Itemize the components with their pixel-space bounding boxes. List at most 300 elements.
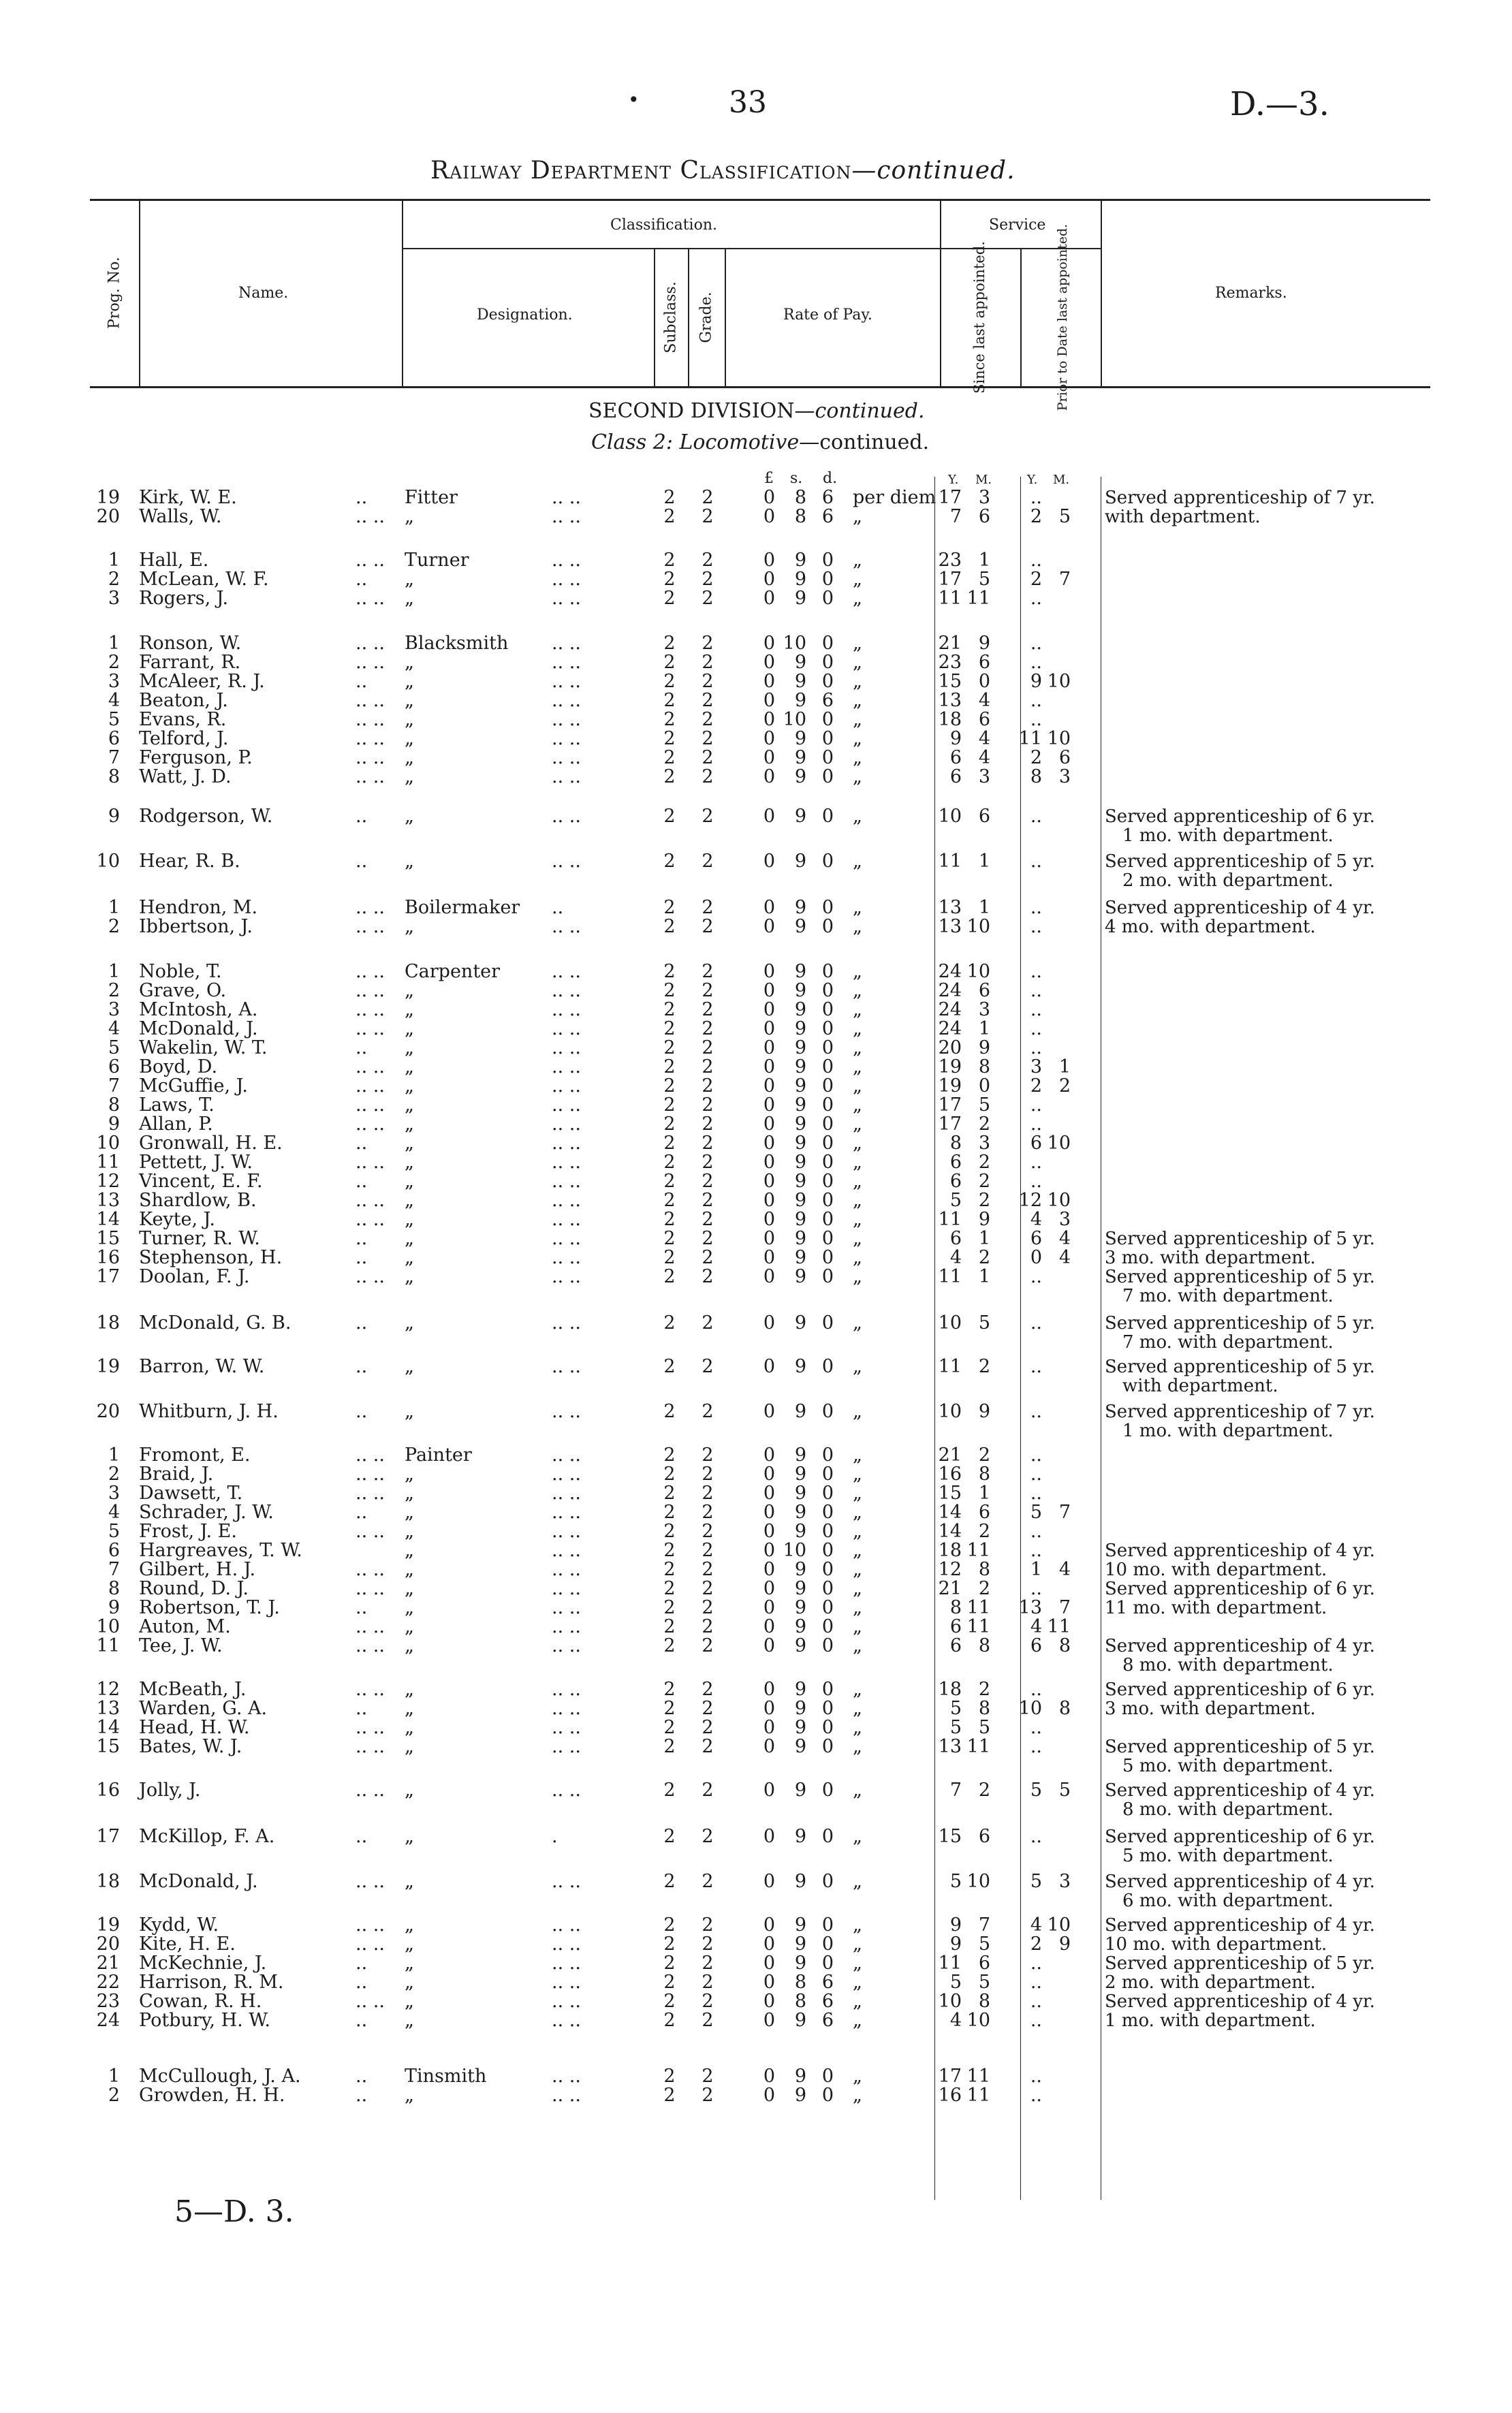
cell-leader-dots: .. .. <box>552 1991 581 2012</box>
cell-subclass: 2 <box>663 550 676 571</box>
cell-pay-period: „ <box>853 1171 862 1192</box>
cell-subclass: 2 <box>663 1826 676 1847</box>
cell-pay-pounds: 0 <box>763 671 775 692</box>
cell-pay-pounds: 0 <box>763 1075 775 1097</box>
cell-since-months: 1 <box>978 1018 990 1039</box>
cell-since-years: 5 <box>949 1972 962 1993</box>
cell-pay-period: „ <box>853 690 862 711</box>
cell-pay-shillings: 9 <box>794 1559 806 1580</box>
cell-pay-period: „ <box>853 1635 862 1656</box>
cell-pay-pounds: 0 <box>763 1717 775 1738</box>
cell-pay-shillings: 9 <box>794 1056 806 1077</box>
cell-prog: 13 <box>96 1190 120 1211</box>
cell-prog: 21 <box>96 1953 120 1974</box>
cell-since-years: 10 <box>938 1312 962 1334</box>
cell-remarks: Served apprenticeship of 5 yr. <box>1105 1953 1375 1974</box>
cell-leader-dots: .. .. <box>356 980 385 1001</box>
cell-designation: „ <box>405 1540 414 1561</box>
cell-pay-pence: 0 <box>821 1401 834 1422</box>
cell-pay-shillings: 9 <box>794 1247 806 1268</box>
cell-subclass: 2 <box>663 1133 676 1154</box>
cell-prior-years: 2 <box>1030 1934 1042 1955</box>
cell-designation: „ <box>405 1075 414 1097</box>
table-row <box>0 1780 1512 1820</box>
cell-since-years: 8 <box>949 1133 962 1154</box>
cell-pay-pence: 0 <box>821 1018 834 1039</box>
cell-pay-pounds: 0 <box>763 1871 775 1892</box>
cell-prior-years: 2 <box>1030 506 1042 527</box>
cell-designation: „ <box>405 1356 414 1377</box>
cell-name: Jolly, J. <box>139 1780 201 1801</box>
cell-prog: 11 <box>96 1635 120 1656</box>
cell-pay-pence: 0 <box>821 652 834 673</box>
cell-name: Auton, M. <box>139 1616 231 1637</box>
cell-name: McKillop, F. A. <box>139 1826 275 1847</box>
cell-leader-dots: .. <box>356 851 368 872</box>
cell-pay-period: „ <box>853 588 862 609</box>
cell-grade: 2 <box>702 1247 714 1268</box>
cell-grade: 2 <box>702 2066 714 2087</box>
cell-pay-period: per diem <box>853 487 936 508</box>
cell-subclass: 2 <box>663 1171 676 1192</box>
cell-leader-dots: .. .. <box>356 1736 385 1757</box>
cell-name: McDonald, G. B. <box>139 1312 292 1334</box>
cell-name: Braid, J. <box>139 1464 214 1485</box>
cell-leader-dots: .. <box>356 1171 368 1192</box>
cell-prog: 8 <box>108 1094 120 1116</box>
cell-prior-years: .. <box>1030 1445 1042 1466</box>
table-row <box>0 1826 1512 1866</box>
cell-leader-dots: .. <box>552 897 564 918</box>
cell-pay-pence: 0 <box>821 961 834 982</box>
cell-grade: 2 <box>702 1037 714 1058</box>
cell-name: Cowan, R. H. <box>139 1991 262 2012</box>
cell-since-years: 4 <box>949 1247 962 1268</box>
cell-designation: „ <box>405 1094 414 1116</box>
cell-pay-pence: 0 <box>821 1209 834 1230</box>
cell-since-years: 15 <box>938 1826 962 1847</box>
cell-pay-pence: 0 <box>821 1559 834 1580</box>
cell-prog: 3 <box>108 588 120 609</box>
cell-prior-years: 4 <box>1030 1914 1042 1936</box>
cell-since-months: 2 <box>978 1171 990 1192</box>
cell-designation: „ <box>405 916 414 937</box>
cell-since-months: 8 <box>978 1464 990 1485</box>
cell-designation: „ <box>405 728 414 749</box>
cell-pay-pence: 0 <box>821 1037 834 1058</box>
cell-pay-shillings: 9 <box>794 1679 806 1700</box>
cell-remarks-continued: 5 mo. with department. <box>1122 1756 1334 1776</box>
cell-since-years: 16 <box>938 1464 962 1485</box>
cell-pay-period: „ <box>853 1953 862 1974</box>
cell-since-years: 9 <box>949 1914 962 1936</box>
cell-since-years: 13 <box>938 897 962 918</box>
cell-since-years: 12 <box>938 1559 962 1580</box>
cell-prior-months: 5 <box>1058 506 1071 527</box>
cell-grade: 2 <box>702 1559 714 1580</box>
cell-grade: 2 <box>702 1445 714 1466</box>
cell-grade: 2 <box>702 1356 714 1377</box>
cell-name: McAleer, R. J. <box>139 671 265 692</box>
cell-prog: 3 <box>108 1483 120 1504</box>
cell-leader-dots: .. .. <box>552 588 581 609</box>
cell-prior-years: 6 <box>1030 1228 1042 1249</box>
cell-pay-shillings: 9 <box>794 569 806 590</box>
cell-pay-period: „ <box>853 1578 862 1599</box>
cell-pay-pence: 0 <box>821 1171 834 1192</box>
cell-designation: „ <box>405 1521 414 1542</box>
cell-subclass: 2 <box>663 1991 676 2012</box>
cell-pay-period: „ <box>853 728 862 749</box>
cell-pay-pence: 0 <box>821 2085 834 2106</box>
cell-subclass: 2 <box>663 1972 676 1993</box>
cell-pay-shillings: 8 <box>794 1972 806 1993</box>
cell-leader-dots: .. .. <box>552 1559 581 1580</box>
cell-pay-pence: 0 <box>821 1914 834 1936</box>
table-row <box>0 1871 1512 1911</box>
cell-leader-dots: .. <box>356 1953 368 1974</box>
cell-pay-shillings: 9 <box>794 806 806 827</box>
cell-grade: 2 <box>702 1464 714 1485</box>
cell-pay-pounds: 0 <box>763 1679 775 1700</box>
cell-since-months: 8 <box>978 1056 990 1077</box>
cell-pay-pence: 0 <box>821 1540 834 1561</box>
cell-pay-pounds: 0 <box>763 1209 775 1230</box>
cell-name: Ronson, W. <box>139 633 242 654</box>
cell-prior-years: .. <box>1030 2010 1042 2031</box>
cell-leader-dots: .. .. <box>356 1445 385 1466</box>
cell-pay-shillings: 9 <box>794 1445 806 1466</box>
cell-since-months: 1 <box>978 1266 990 1287</box>
division-title: SECOND DIVISION <box>588 399 795 423</box>
cell-pay-pounds: 0 <box>763 1312 775 1334</box>
cell-since-years: 18 <box>938 1679 962 1700</box>
cell-pay-shillings: 9 <box>794 1521 806 1542</box>
table-row <box>0 1266 1512 1306</box>
col-head-name: Name. <box>238 285 289 302</box>
cell-pay-pounds: 0 <box>763 1578 775 1599</box>
table-row <box>0 1401 1512 1441</box>
cell-designation: „ <box>405 1152 414 1173</box>
cell-subclass: 2 <box>663 1635 676 1656</box>
cell-designation: „ <box>405 1635 414 1656</box>
cell-pay-pounds: 0 <box>763 506 775 527</box>
cell-pay-pence: 0 <box>821 1635 834 1656</box>
document-code: D.—3. <box>1230 85 1329 123</box>
cell-prog: 15 <box>96 1228 120 1249</box>
cell-pay-shillings: 9 <box>794 1578 806 1599</box>
cell-pay-pence: 0 <box>821 671 834 692</box>
cell-leader-dots: .. .. <box>552 1934 581 1955</box>
cell-remarks: Served apprenticeship of 4 yr. <box>1105 1780 1375 1801</box>
cell-pay-shillings: 8 <box>794 487 806 508</box>
cell-subclass: 2 <box>663 766 676 787</box>
cell-designation: „ <box>405 1171 414 1192</box>
cell-grade: 2 <box>702 1094 714 1116</box>
cell-since-months: 10 <box>966 2010 990 2031</box>
cell-since-months: 1 <box>978 897 990 918</box>
cell-since-months: 6 <box>978 806 990 827</box>
cell-since-months: 6 <box>978 652 990 673</box>
cell-name: McDonald, J. <box>139 1018 258 1039</box>
cell-since-years: 11 <box>938 1209 962 1230</box>
cell-grade: 2 <box>702 1597 714 1618</box>
cell-leader-dots: .. .. <box>356 1190 385 1211</box>
cell-designation: „ <box>405 1114 414 1135</box>
cell-pay-pounds: 0 <box>763 980 775 1001</box>
cell-pay-shillings: 9 <box>794 999 806 1020</box>
cell-grade: 2 <box>702 980 714 1001</box>
cell-leader-dots: .. .. <box>356 652 385 673</box>
cell-name: Watt, J. D. <box>139 766 232 787</box>
cell-leader-dots: .. .. <box>552 1540 581 1561</box>
cell-grade: 2 <box>702 1635 714 1656</box>
cell-pay-period: „ <box>853 1597 862 1618</box>
cell-leader-dots: .. .. <box>552 690 581 711</box>
cell-since-years: 15 <box>938 671 962 692</box>
cell-pay-pounds: 0 <box>763 1616 775 1637</box>
cell-prior-months: 10 <box>1047 1190 1071 1211</box>
cell-pay-period: „ <box>853 1228 862 1249</box>
cell-leader-dots: .. .. <box>552 1483 581 1504</box>
cell-subclass: 2 <box>663 961 676 982</box>
cell-prior-months: 7 <box>1058 1502 1071 1523</box>
cell-since-years: 5 <box>949 1871 962 1892</box>
cell-prog: 9 <box>108 1597 120 1618</box>
cell-since-years: 11 <box>938 1356 962 1377</box>
cell-pay-pence: 0 <box>821 1228 834 1249</box>
cell-since-months: 8 <box>978 1991 990 2012</box>
cell-pay-pounds: 0 <box>763 728 775 749</box>
cell-pay-period: „ <box>853 1356 862 1377</box>
cell-grade: 2 <box>702 1679 714 1700</box>
cell-leader-dots: .. .. <box>552 1616 581 1637</box>
cell-prior-years: .. <box>1030 1717 1042 1738</box>
cell-leader-dots: .. <box>356 1356 368 1377</box>
cell-prog: 10 <box>96 851 120 872</box>
unit-shilling: s. <box>790 470 803 487</box>
cell-prior-years: .. <box>1030 2066 1042 2087</box>
cell-designation: „ <box>405 709 414 730</box>
cell-subclass: 2 <box>663 1717 676 1738</box>
cell-pay-pounds: 0 <box>763 569 775 590</box>
cell-pay-pence: 0 <box>821 851 834 872</box>
cell-prior-years: .. <box>1030 1094 1042 1116</box>
cell-leader-dots: .. .. <box>552 728 581 749</box>
cell-grade: 2 <box>702 487 714 508</box>
cell-subclass: 2 <box>663 1401 676 1422</box>
cell-designation: „ <box>405 652 414 673</box>
class-title: Class 2: Locomotive <box>591 430 800 454</box>
cell-since-months: 9 <box>978 1401 990 1422</box>
cell-name: McCullough, J. A. <box>139 2066 301 2087</box>
page-title-main: Railway Department Classification <box>430 157 852 185</box>
table-row <box>0 1635 1512 1675</box>
cell-since-months: 6 <box>978 1826 990 1847</box>
class-suffix: —continued. <box>799 430 930 454</box>
cell-pay-pounds: 0 <box>763 766 775 787</box>
cell-grade: 2 <box>702 897 714 918</box>
cell-designation: „ <box>405 1972 414 1993</box>
cell-name: Laws, T. <box>139 1094 215 1116</box>
cell-name: Barron, W. W. <box>139 1356 265 1377</box>
cell-name: Gilbert, H. J. <box>139 1559 256 1580</box>
cell-remarks: Served apprenticeship of 5 yr. <box>1105 1737 1375 1757</box>
cell-pay-pence: 0 <box>821 1597 834 1618</box>
cell-since-months: 5 <box>978 1094 990 1116</box>
cell-pay-shillings: 9 <box>794 1171 806 1192</box>
cell-designation: „ <box>405 1736 414 1757</box>
cell-name: Tee, J. W. <box>139 1635 223 1656</box>
cell-grade: 2 <box>702 1190 714 1211</box>
cell-designation: „ <box>405 1056 414 1077</box>
cell-prior-years: 8 <box>1030 766 1042 787</box>
col-head-service: Service <box>989 217 1046 234</box>
cell-since-months: 11 <box>966 1616 990 1637</box>
cell-prior-years: .. <box>1030 1312 1042 1334</box>
cell-pay-shillings: 9 <box>794 1075 806 1097</box>
cell-pay-pence: 0 <box>821 806 834 827</box>
cell-leader-dots: .. .. <box>356 961 385 982</box>
cell-pay-pence: 0 <box>821 588 834 609</box>
cell-prog: 4 <box>108 690 120 711</box>
cell-prog: 6 <box>108 728 120 749</box>
cell-grade: 2 <box>702 1152 714 1173</box>
cell-leader-dots: .. <box>356 1502 368 1523</box>
cell-prior-months: 9 <box>1058 1934 1071 1955</box>
table-row <box>0 1736 1512 1776</box>
cell-pay-pounds: 0 <box>763 487 775 508</box>
cell-pay-pence: 6 <box>821 487 834 508</box>
unit-pence: d. <box>823 470 838 487</box>
cell-leader-dots: .. <box>356 1247 368 1268</box>
cell-pay-period: „ <box>853 1018 862 1039</box>
cell-pay-period: „ <box>853 1736 862 1757</box>
cell-grade: 2 <box>702 588 714 609</box>
cell-leader-dots: .. .. <box>552 1075 581 1097</box>
cell-since-years: 11 <box>938 588 962 609</box>
cell-pay-pence: 0 <box>821 569 834 590</box>
cell-subclass: 2 <box>663 916 676 937</box>
cell-since-months: 11 <box>966 1736 990 1757</box>
cell-leader-dots: .. .. <box>356 1780 385 1801</box>
cell-pay-pence: 0 <box>821 1464 834 1485</box>
cell-name: Doolan, F. J. <box>139 1266 250 1287</box>
cell-since-months: 10 <box>966 916 990 937</box>
cell-name: Kirk, W. E. <box>139 487 237 508</box>
table-row <box>0 806 1512 846</box>
cell-pay-period: „ <box>853 851 862 872</box>
cell-leader-dots: .. .. <box>552 2010 581 2031</box>
cell-since-months: 1 <box>978 550 990 571</box>
cell-since-years: 6 <box>949 1616 962 1637</box>
cell-leader-dots: .. <box>356 1037 368 1058</box>
cell-leader-dots: .. .. <box>552 961 581 982</box>
cell-pay-pence: 0 <box>821 897 834 918</box>
cell-remarks: Served apprenticeship of 4 yr. <box>1105 1915 1375 1936</box>
cell-prior-months: 4 <box>1058 1559 1071 1580</box>
cell-since-months: 11 <box>966 2085 990 2106</box>
cell-since-months: 4 <box>978 747 990 768</box>
cell-prog: 1 <box>108 633 120 654</box>
cell-grade: 2 <box>702 1521 714 1542</box>
cell-pay-shillings: 9 <box>794 550 806 571</box>
cell-pay-pounds: 0 <box>763 550 775 571</box>
cell-subclass: 2 <box>663 980 676 1001</box>
cell-designation: „ <box>405 1247 414 1268</box>
cell-designation: Tinsmith <box>405 2066 487 2087</box>
cell-subclass: 2 <box>663 1597 676 1618</box>
cell-prior-years: .. <box>1030 1578 1042 1599</box>
cell-since-months: 2 <box>978 1114 990 1135</box>
cell-designation: „ <box>405 671 414 692</box>
col-head-prog: Prog. No. <box>106 257 123 329</box>
cell-since-months: 4 <box>978 728 990 749</box>
cell-grade: 2 <box>702 2010 714 2031</box>
cell-grade: 2 <box>702 1616 714 1637</box>
cell-name: Schrader, J. W. <box>139 1502 274 1523</box>
cell-pay-shillings: 9 <box>794 1717 806 1738</box>
cell-since-months: 2 <box>978 1445 990 1466</box>
cell-designation: Turner <box>405 550 469 571</box>
cell-designation: „ <box>405 2085 414 2106</box>
cell-pay-shillings: 9 <box>794 690 806 711</box>
cell-prog: 14 <box>96 1209 120 1230</box>
cell-prior-years: .. <box>1030 1037 1042 1058</box>
cell-pay-pounds: 0 <box>763 1780 775 1801</box>
col-head-remarks: Remarks. <box>1215 285 1287 302</box>
cell-subclass: 2 <box>663 1056 676 1077</box>
cell-pay-period: „ <box>853 506 862 527</box>
cell-grade: 2 <box>702 1401 714 1422</box>
cell-subclass: 2 <box>663 851 676 872</box>
cell-prior-years: .. <box>1030 1991 1042 2012</box>
cell-name: Allan, P. <box>139 1114 213 1135</box>
cell-pay-shillings: 9 <box>794 897 806 918</box>
cell-name: Stephenson, H. <box>139 1247 283 1268</box>
cell-pay-shillings: 9 <box>794 916 806 937</box>
cell-prior-years: 2 <box>1030 1075 1042 1097</box>
cell-leader-dots: .. .. <box>552 2066 581 2087</box>
cell-designation: „ <box>405 999 414 1020</box>
cell-leader-dots: .. <box>356 1312 368 1334</box>
cell-since-months: 0 <box>978 1075 990 1097</box>
cell-pay-shillings: 9 <box>794 652 806 673</box>
cell-since-years: 11 <box>938 1266 962 1287</box>
cell-pay-pounds: 0 <box>763 1597 775 1618</box>
cell-pay-period: „ <box>853 1114 862 1135</box>
cell-designation: „ <box>405 980 414 1001</box>
cell-leader-dots: .. .. <box>356 1914 385 1936</box>
cell-name: Evans, R. <box>139 709 227 730</box>
cell-grade: 2 <box>702 1578 714 1599</box>
cell-remarks: Served apprenticeship of 6 yr. <box>1105 1579 1375 1599</box>
cell-grade: 2 <box>702 961 714 982</box>
cell-pay-pence: 0 <box>821 1780 834 1801</box>
cell-since-years: 7 <box>949 506 962 527</box>
cell-prog: 2 <box>108 569 120 590</box>
cell-since-months: 8 <box>978 1559 990 1580</box>
cell-prog: 1 <box>108 897 120 918</box>
cell-leader-dots: .. .. <box>552 806 581 827</box>
cell-prior-months: 10 <box>1047 1914 1071 1936</box>
cell-leader-dots: .. .. <box>552 1190 581 1211</box>
cell-leader-dots: .. .. <box>356 1559 385 1580</box>
cell-leader-dots: .. .. <box>552 1401 581 1422</box>
cell-pay-period: „ <box>853 1698 862 1719</box>
cell-prior-years: .. <box>1030 1356 1042 1377</box>
cell-prior-years: .. <box>1030 1483 1042 1504</box>
